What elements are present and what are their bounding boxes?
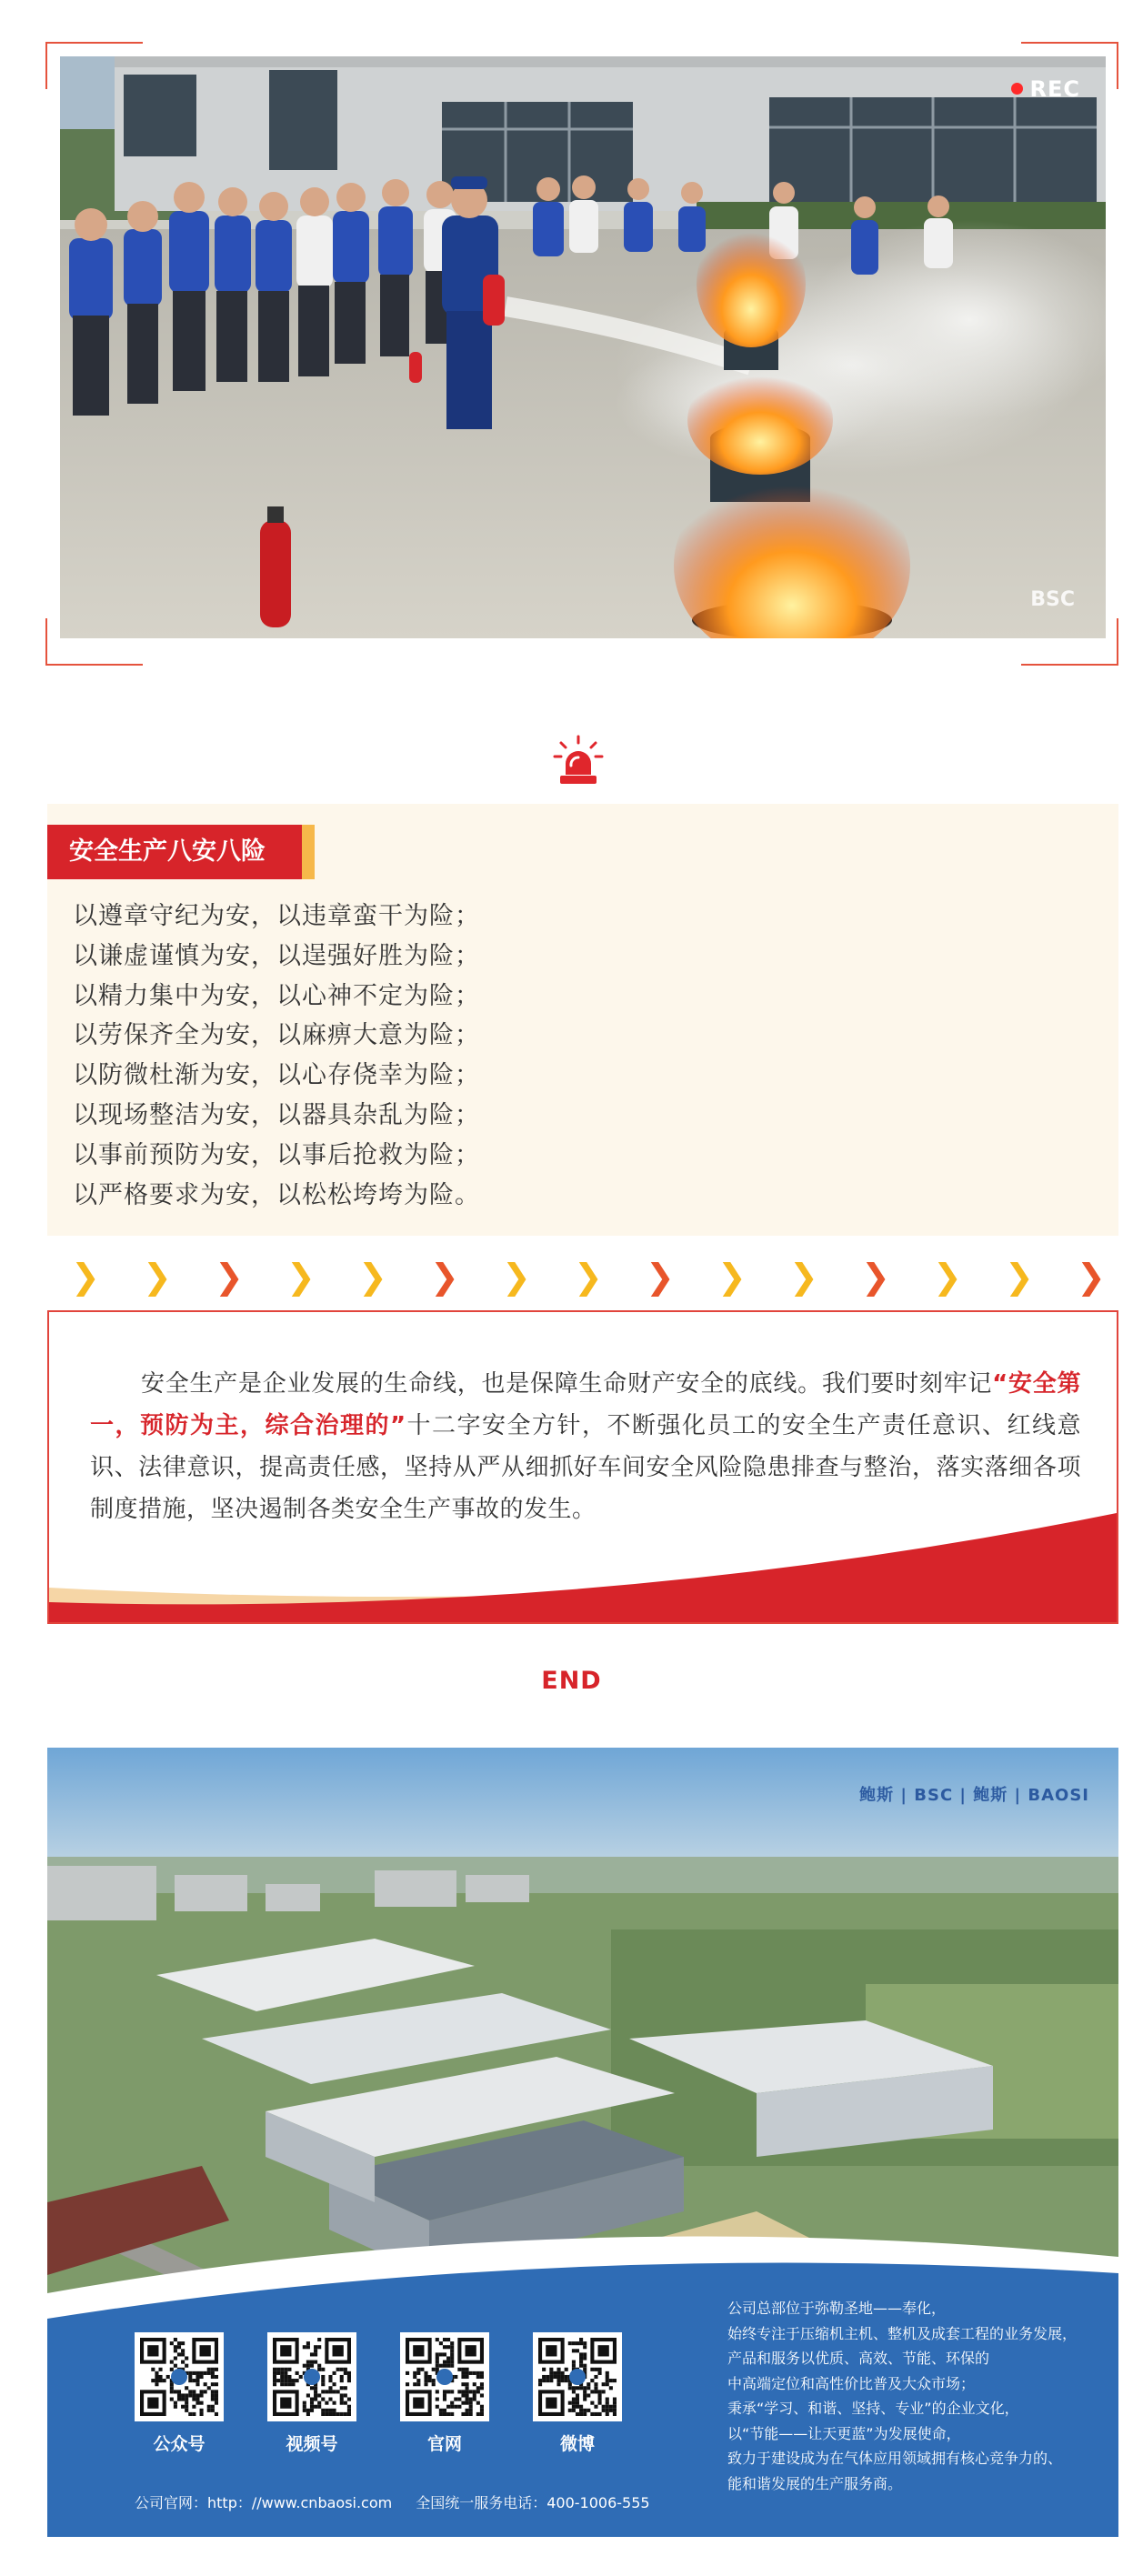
brand-logos: 鲍斯 | BSC | 鲍斯 | BAOSI xyxy=(859,1786,1089,1805)
chevron-right-icon: ❯ xyxy=(1077,1257,1106,1297)
end-label: END xyxy=(541,1667,602,1695)
chevron-divider xyxy=(71,1257,1106,1297)
chevron-right-icon: ❯ xyxy=(574,1257,603,1297)
chevron-right-icon: ❯ xyxy=(71,1257,100,1297)
alarm-light-icon xyxy=(553,735,604,787)
photo-watermark: BSC xyxy=(1030,588,1075,611)
statement-text-after: 十二字安全方针，不断强化员工的安全生产责任意识、红线意识、法律意识，提高责任感，坚持从严从细抓好车间安全风险隐患排查与整治，落实落细各项制度措施，坚决遏制各类安全生产事故的发生。 xyxy=(90,1412,1081,1523)
safety-statement-card xyxy=(47,1310,1118,1624)
safety-rules-panel xyxy=(47,804,1118,1236)
about-line: 公司总部位于弥勒圣地——奉化， xyxy=(727,2300,947,2317)
fire-drill-photo-frame xyxy=(45,42,1118,666)
qr-weibo[interactable] xyxy=(533,2332,622,2455)
qr-code-icon xyxy=(533,2332,622,2421)
hotline-text: 全国统一服务电话：400-1006-555 xyxy=(416,2494,650,2511)
card-wave-decoration xyxy=(49,1513,1117,1622)
rec-indicator xyxy=(1011,76,1081,102)
chevron-right-icon: ❯ xyxy=(1005,1257,1034,1297)
qr-official-account[interactable] xyxy=(135,2332,224,2455)
chevron-right-icon: ❯ xyxy=(430,1257,459,1297)
about-line: 始终专注于压缩机主机、整机及成套工程的业务发展， xyxy=(727,2324,1078,2342)
qr-website[interactable] xyxy=(400,2332,489,2455)
about-line: 中高端定位和高性价比普及大众市场； xyxy=(727,2374,976,2392)
qr-label: 视频号 xyxy=(286,2434,338,2454)
about-line: 能和谐发展的生产服务商。 xyxy=(727,2474,903,2492)
about-line: 秉承“学习、和谐、坚持、专业”的企业文化， xyxy=(727,2400,1019,2417)
about-line: 产品和服务以优质、高效、节能、环保的 xyxy=(727,2350,990,2367)
contact-line xyxy=(135,2491,674,2512)
chevron-right-icon: ❯ xyxy=(215,1257,244,1297)
fire-drill-photo xyxy=(60,56,1106,638)
rule-item: 以劳保齐全为安，以麻痹大意为险； xyxy=(73,1021,480,1050)
qr-code-icon xyxy=(400,2332,489,2421)
rules-title-accent xyxy=(302,825,315,879)
rules-list xyxy=(73,897,480,1215)
qr-label: 官网 xyxy=(426,2434,462,2454)
rec-label: REC xyxy=(1029,76,1080,102)
qr-code-icon xyxy=(135,2332,224,2421)
chevron-right-icon: ❯ xyxy=(143,1257,172,1297)
chevron-right-icon: ❯ xyxy=(286,1257,316,1297)
qr-label: 微博 xyxy=(559,2434,595,2454)
rule-item: 以防微杜渐为安，以心存侥幸为险； xyxy=(73,1061,480,1090)
qr-label: 公众号 xyxy=(153,2434,206,2454)
chevron-right-icon: ❯ xyxy=(717,1257,747,1297)
fire-drill-illustration xyxy=(60,56,1106,638)
rule-item: 以现场整洁为安，以器具杂乱为险； xyxy=(73,1100,480,1129)
chevron-right-icon: ❯ xyxy=(861,1257,890,1297)
website-text[interactable]: 公司官网：http：//www.cnbaosi.com xyxy=(135,2494,393,2511)
company-banner xyxy=(47,1748,1118,2537)
rec-dot-icon xyxy=(1011,83,1023,95)
chevron-right-icon: ❯ xyxy=(789,1257,818,1297)
chevron-right-icon: ❯ xyxy=(646,1257,675,1297)
chevron-right-icon: ❯ xyxy=(358,1257,387,1297)
rule-item: 以严格要求为安，以松松垮垮为险。 xyxy=(73,1180,480,1209)
chevron-right-icon: ❯ xyxy=(502,1257,531,1297)
rule-item: 以精力集中为安，以心神不定为险； xyxy=(73,981,480,1010)
about-line: 致力于建设成为在气体应用领域拥有核心竞争力的、 xyxy=(727,2450,1063,2467)
qr-code-icon xyxy=(267,2332,356,2421)
company-about xyxy=(727,2296,1100,2496)
statement-text xyxy=(90,1363,1081,1530)
qr-video-account[interactable] xyxy=(267,2332,356,2455)
rule-item: 以谦虚谨慎为安，以逞强好胜为险； xyxy=(73,941,480,970)
rule-item: 以遵章守纪为安，以违章蛮干为险； xyxy=(73,902,480,930)
statement-text-before: 安全生产是企业发展的生命线，也是保障生命财产安全的底线。我们要时刻牢记 xyxy=(141,1370,993,1398)
qr-code-row xyxy=(135,2332,622,2455)
rule-item: 以事前预防为安，以事后抢救为险； xyxy=(73,1140,480,1169)
chevron-right-icon: ❯ xyxy=(933,1257,962,1297)
statement-highlight: “安全第一，预防为主，综合治理的” xyxy=(90,1370,1081,1439)
about-line: 以“节能——让天更蓝”为发展使命， xyxy=(727,2424,961,2442)
rules-title: 安全生产八安八险 xyxy=(47,825,302,879)
